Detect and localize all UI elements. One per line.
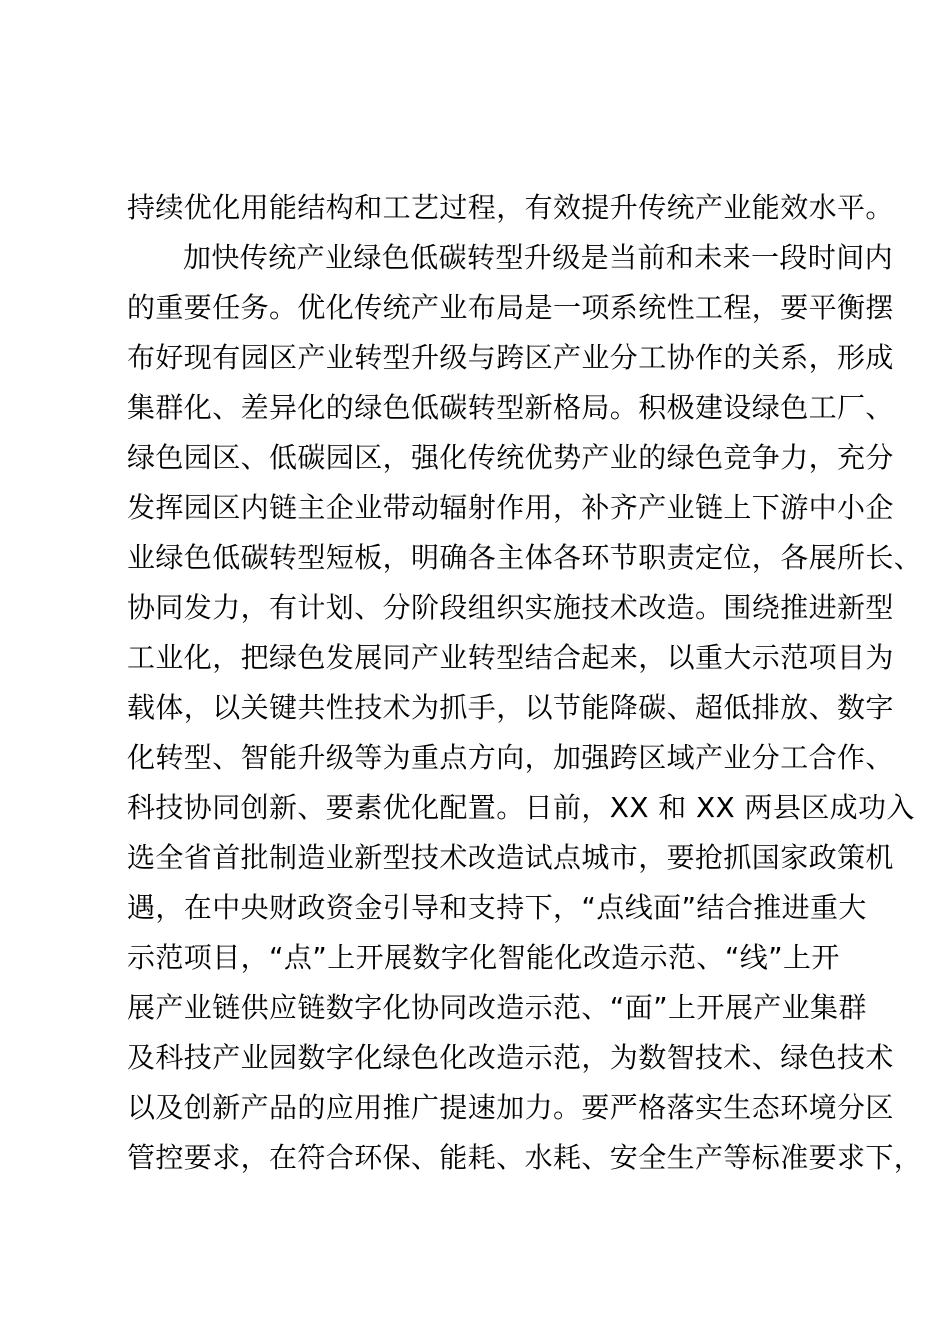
paragraph-2-line-7: 业绿色低碳转型短板，明确各主体各环节职责定位，各展所长、 xyxy=(127,541,923,574)
paragraph-2-line-4: 集群化、差异化的绿色低碳转型新格局。积极建设绿色工厂、 xyxy=(127,391,894,424)
body-text xyxy=(127,183,923,1183)
paragraph-2-line-17: 及科技产业园数字化绿色化改造示范，为数智技术、绿色技术 xyxy=(127,1041,894,1074)
paragraph-2-line-1: 加快传统产业绿色低碳转型升级是当前和未来一段时间内 xyxy=(183,241,894,274)
paragraph-2-line-13: 选全省首批制造业新型技术改造试点城市，要抢抓国家政策机 xyxy=(127,841,894,874)
paragraph-2-line-10: 载体，以关键共性技术为抓手，以节能降碳、超低排放、数字 xyxy=(127,691,894,724)
paragraph-1-line-1: 持续优化用能结构和工艺过程，有效提升传统产业能效水平。 xyxy=(127,191,894,224)
paragraph-2-line-18: 以及创新产品的应用推广提速加力。要严格落实生态环境分区 xyxy=(127,1091,894,1124)
paragraph-2-line-11: 化转型、智能升级等为重点方向，加强跨区域产业分工合作、 xyxy=(127,741,894,774)
paragraph-2-line-15: 示范项目，“点”上开展数字化智能化改造示范、“线”上开 xyxy=(127,941,840,974)
paragraph-2-line-12: 科技协同创新、要素优化配置。日前，XX 和 XX 两县区成功入 xyxy=(127,791,915,824)
paragraph-2-line-16: 展产业链供应链数字化协同改造示范、“面”上开展产业集群 xyxy=(127,991,867,1024)
paragraph-2-line-14: 遇，在中央财政资金引导和支持下，“点线面”结合推进重大 xyxy=(127,891,867,924)
paragraph-2-line-9: 工业化，把绿色发展同产业转型结合起来，以重大示范项目为 xyxy=(127,641,894,674)
paragraph-2-line-8: 协同发力，有计划、分阶段组织实施技术改造。围绕推进新型 xyxy=(127,591,894,624)
paragraph-2-line-6: 发挥园区内链主企业带动辐射作用，补齐产业链上下游中小企 xyxy=(127,491,894,524)
paragraph-2-line-5: 绿色园区、低碳园区，强化传统优势产业的绿色竞争力，充分 xyxy=(127,441,894,474)
paragraph-2-line-3: 布好现有园区产业转型升级与跨区产业分工协作的关系，形成 xyxy=(127,341,894,374)
paragraph-2-line-2: 的重要任务。优化传统产业布局是一项系统性工程，要平衡摆 xyxy=(127,291,894,324)
paragraph-2-line-19: 管控要求，在符合环保、能耗、水耗、安全生产等标准要求下， xyxy=(127,1141,923,1174)
